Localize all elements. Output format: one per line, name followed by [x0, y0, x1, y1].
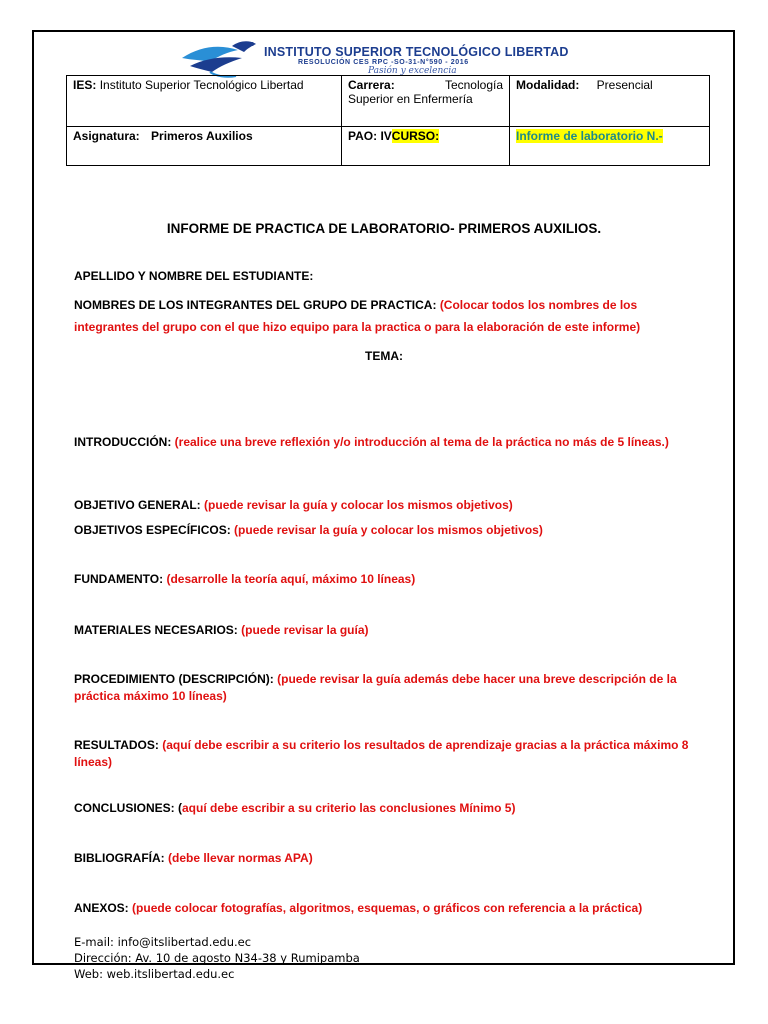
section-resultados [74, 737, 694, 771]
section-bibliografia [74, 850, 694, 867]
fundamento-label: FUNDAMENTO: [74, 572, 164, 586]
institution-resolution: RESOLUCIÓN CES RPC -SO-31-N°590 - 2016 [298, 59, 469, 66]
integrantes-label: NOMBRES DE LOS INTEGRANTES DEL GRUPO DE PRACTICA: [74, 298, 437, 312]
materiales-label: MATERIALES NECESARIOS: [74, 623, 238, 637]
bibliografia-label: BIBLIOGRAFÍA: [74, 851, 165, 865]
integrantes-hint: (Colocar todos los nombres de los integrantes del grupo con el que hizo equipo para la practica o para la elaboración de este informe) [74, 298, 641, 334]
document-title: INFORME DE PRACTICA DE LABORATORIO- PRIMEROS AUXILIOS. [166, 221, 602, 236]
course-info-table [66, 75, 710, 166]
pao-cell [342, 127, 510, 166]
section-conclusiones [74, 800, 694, 817]
section-integrantes [74, 294, 694, 338]
introduccion-hint: (realice una breve reflexión y/o introducción al tema de la práctica no más de 5 líneas.) [174, 435, 669, 449]
bibliografia-hint: (debe llevar normas APA) [168, 851, 313, 865]
section-objetivos-especificos [74, 522, 694, 539]
anexos-label: ANEXOS: [74, 901, 129, 915]
institution-name: INSTITUTO SUPERIOR TECNOLÓGICO LIBERTAD [264, 45, 569, 59]
tema-label: TEMA: [365, 349, 403, 363]
section-anexos [74, 900, 694, 917]
carrera-label: Carrera: [348, 78, 395, 92]
conclusiones-hint: aquí debe escribir a su criterio las conclusiones Mínimo 5) [182, 801, 516, 815]
modalidad-value: Presencial [596, 78, 653, 92]
resultados-label: RESULTADOS: [74, 738, 159, 752]
procedimiento-label: PROCEDIMIENTO (DESCRIPCIÓN): [74, 672, 274, 686]
section-procedimiento [74, 671, 694, 705]
ies-label: IES: [73, 78, 97, 92]
table-row [67, 76, 710, 127]
objetivos-especificos-hint: (puede revisar la guía y colocar los mismos objetivos) [234, 523, 543, 537]
table-row [67, 127, 710, 166]
ies-cell [67, 76, 342, 127]
fundamento-hint: (desarrolle la teoría aquí, máximo 10 líneas) [166, 572, 416, 586]
section-introduccion [74, 434, 694, 451]
asignatura-cell [67, 127, 342, 166]
pao-label: PAO: IV [348, 129, 392, 143]
anexos-hint: (puede colocar fotografías, algoritmos, esquemas, o gráficos con referencia a la práctica) [132, 901, 643, 915]
informe-number-label: Informe de laboratorio N.- [516, 129, 663, 143]
section-objetivo-general [74, 497, 694, 514]
introduccion-label: INTRODUCCIÓN: [74, 435, 172, 449]
asignatura-value: Primeros Auxilios [151, 129, 253, 143]
conclusiones-label: CONCLUSIONES: ( [74, 801, 182, 815]
modalidad-cell [510, 76, 710, 127]
section-fundamento [74, 571, 694, 588]
procedimiento-hint: (puede revisar la guía además debe hacer una breve descripción de la práctica máximo 10 líneas) [74, 672, 677, 703]
resultados-hint: (aquí debe escribir a su criterio los resultados de aprendizaje gracias a la práctica máximo 8 líneas) [74, 738, 689, 769]
informe-cell [510, 127, 710, 166]
section-materiales [74, 622, 694, 639]
objetivo-general-label: OBJETIVO GENERAL: [74, 498, 201, 512]
footer-address: Dirección: Av. 10 de agosto N34-38 y Rumipamba [74, 951, 360, 965]
carrera-value-line1: Tecnología [444, 78, 503, 92]
asignatura-label: Asignatura: [73, 129, 140, 143]
materiales-hint: (puede revisar la guía) [241, 623, 369, 637]
apellido-label: APELLIDO Y NOMBRE DEL ESTUDIANTE: [74, 269, 314, 283]
section-apellido [74, 268, 694, 285]
carrera-cell [342, 76, 510, 127]
ies-value: Instituto Superior Tecnológico Libertad [99, 78, 304, 92]
modalidad-label: Modalidad: [516, 78, 580, 92]
footer-email[interactable]: E-mail: info@itslibertad.edu.ec [74, 935, 252, 949]
institution-motto: Pasión y excelencia [368, 66, 457, 76]
curso-label: CURSO: [391, 129, 440, 143]
objetivo-general-hint: (puede revisar la guía y colocar los mismos objetivos) [204, 498, 513, 512]
carrera-value-line2: Superior en Enfermería [348, 92, 473, 106]
footer-web[interactable]: Web: web.itslibertad.edu.ec [74, 967, 235, 981]
objetivos-especificos-label: OBJETIVOS ESPECÍFICOS: [74, 523, 231, 537]
contact-footer [74, 934, 360, 982]
